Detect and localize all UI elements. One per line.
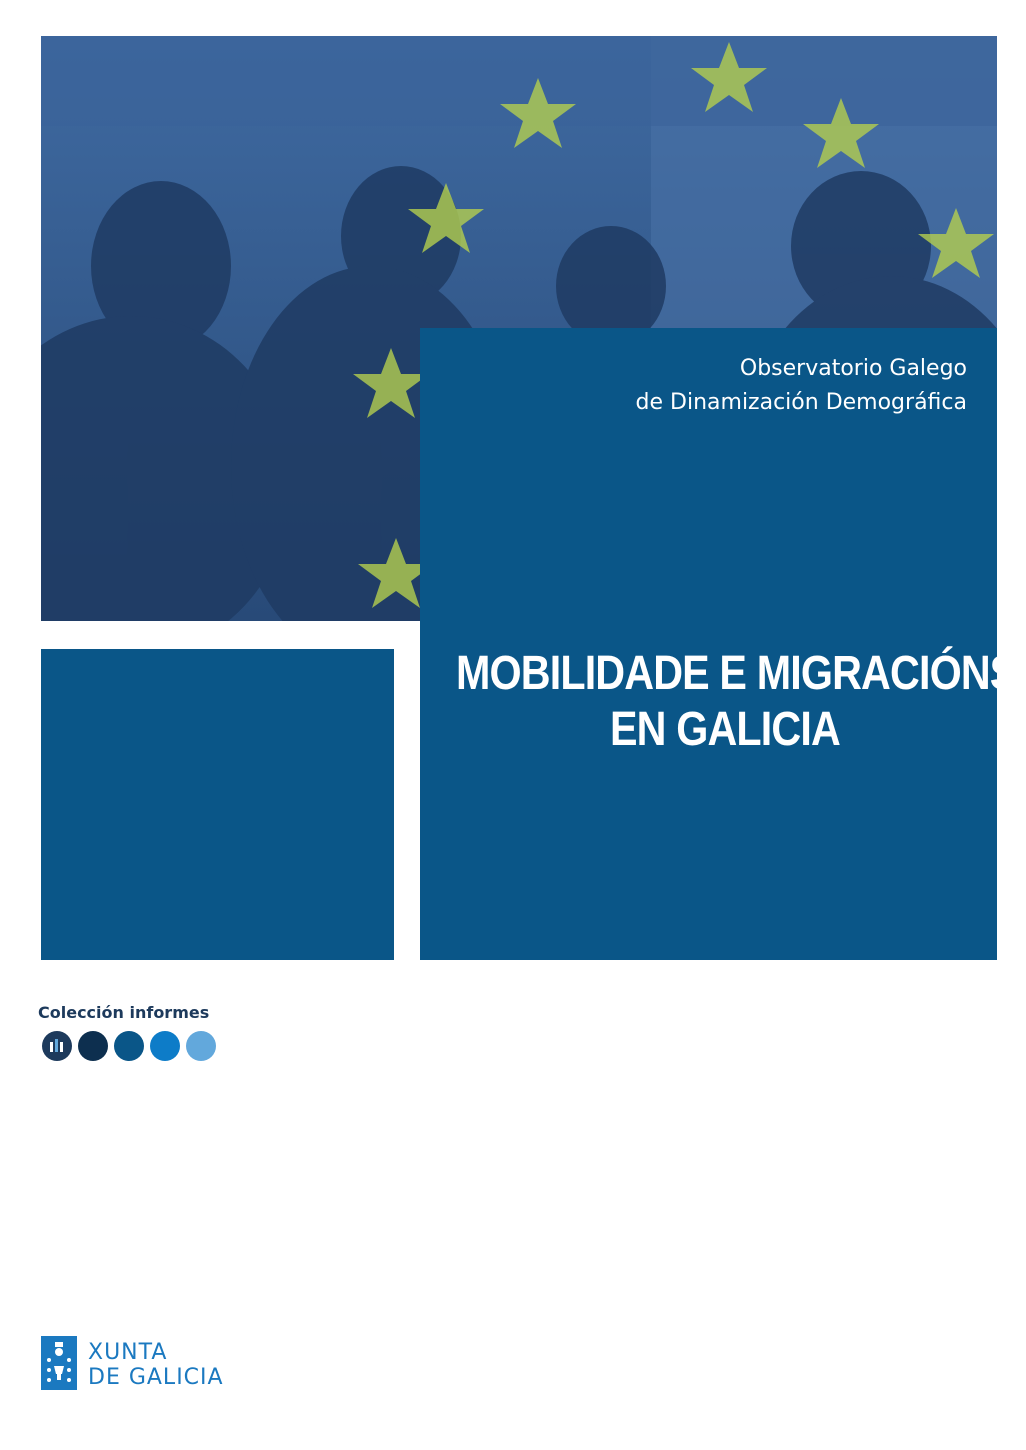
title-panel <box>420 328 1017 960</box>
collection-label: Colección informes <box>38 1003 210 1022</box>
collection-dot-5 <box>186 1031 216 1061</box>
bar-chart-icon <box>42 1031 72 1061</box>
decorative-square <box>41 649 394 960</box>
report-title <box>420 646 1017 758</box>
galicia-shield-icon <box>41 1336 77 1390</box>
organization-name: Observatorio Galego de Dinamización Demográfica <box>635 356 967 415</box>
logo-text: XUNTA DE GALICIA <box>88 1340 224 1390</box>
collection-dot-chart <box>42 1031 72 1061</box>
xunta-logo <box>41 1336 261 1392</box>
collection-dot-2 <box>78 1031 108 1061</box>
collection-dot-3 <box>114 1031 144 1061</box>
title-line-1: MOBILIDADE E MIGRACIÓNS <box>456 647 1017 700</box>
collection-dot-4 <box>150 1031 180 1061</box>
title-line-2: EN GALICIA <box>610 703 840 756</box>
